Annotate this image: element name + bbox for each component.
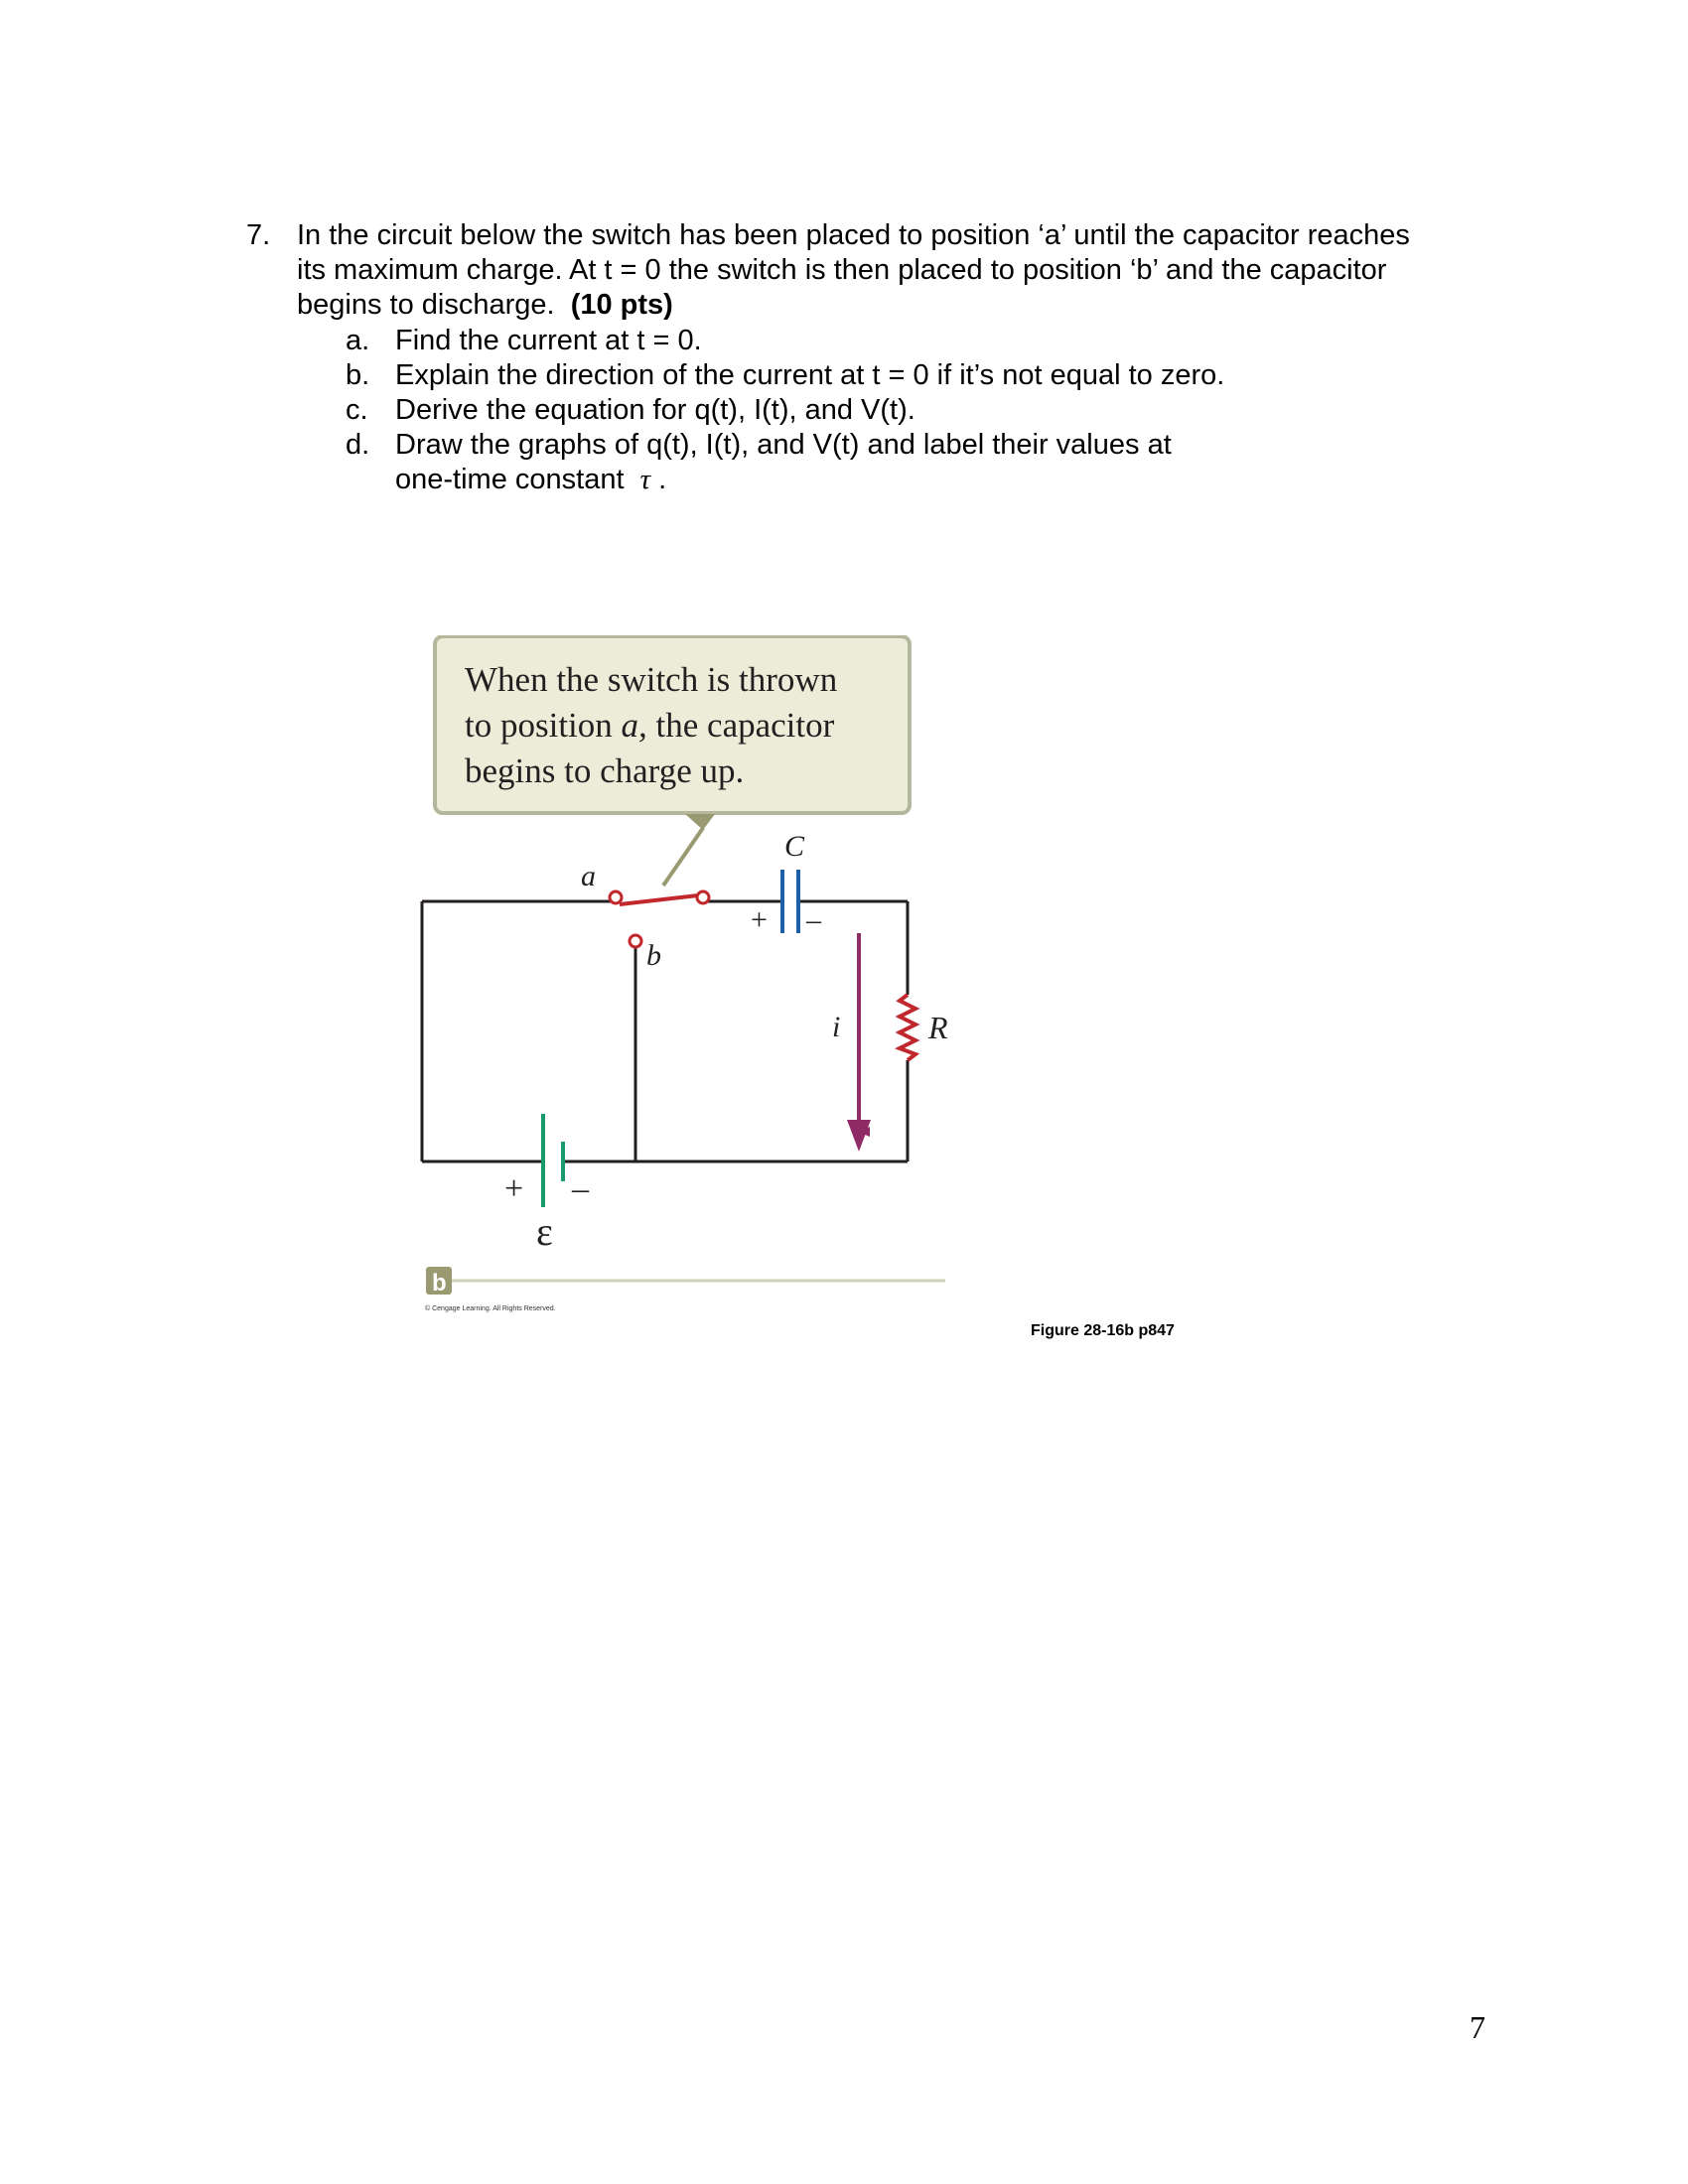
points-label: (10 pts) xyxy=(570,289,673,321)
question-line-3 xyxy=(297,288,1488,323)
battery-plus: + xyxy=(504,1170,524,1207)
tau-symbol: τ xyxy=(639,464,651,495)
sub-question-a xyxy=(346,324,1438,358)
battery-minus: – xyxy=(572,1170,589,1207)
sub-question-d-continued xyxy=(346,463,1438,497)
sub-question-list xyxy=(346,324,1438,497)
tau-suffix: . xyxy=(650,464,667,495)
terminal-pivot xyxy=(697,891,709,903)
callout-line-2-pre: to position xyxy=(465,706,622,745)
capacitor-minus: – xyxy=(806,903,821,936)
label-R: R xyxy=(928,1010,948,1045)
label-C: C xyxy=(784,830,805,863)
copyright: © Cengage Learning. All Rights Reserved. xyxy=(425,1305,556,1312)
time-constant-text: one-time constant xyxy=(395,464,625,495)
battery xyxy=(543,1114,563,1207)
callout-line-2 xyxy=(465,703,902,749)
terminal-b xyxy=(630,935,641,947)
callout-line-1: When the switch is thrown xyxy=(465,660,838,699)
callout-line-2-var: a, xyxy=(621,706,647,745)
terminal-a xyxy=(610,891,622,903)
callout-line-3: begins to charge up. xyxy=(465,751,745,790)
question-line-2: its maximum charge. At t = 0 the switch is then placed to position ‘b’ and the capacitor xyxy=(297,254,1387,286)
callout-line-2-post: the capacitor xyxy=(646,706,835,745)
sub-text: Find the current at t = 0. xyxy=(395,325,702,356)
sub-text: Explain the direction of the current at t = 0 if it’s not equal to zero. xyxy=(395,359,1225,391)
question-line-1: In the circuit below the switch has been placed to position ‘a’ until the capacitor reaches xyxy=(297,219,1410,251)
sub-text: Draw the graphs of q(t), I(t), and V(t) and label their values at xyxy=(395,429,1172,461)
callout-pointer-tip xyxy=(685,814,715,830)
figure-caption: Figure 28-16b p847 xyxy=(1031,1322,1175,1339)
question-number: 7. xyxy=(246,219,271,251)
callout-pointer-line xyxy=(663,828,703,886)
circuit-figure xyxy=(417,635,973,1350)
capacitor xyxy=(782,870,798,933)
emf-symbol: ε xyxy=(536,1209,553,1254)
panel-badge: b xyxy=(432,1270,447,1297)
callout-text xyxy=(465,657,902,794)
page-number: 7 xyxy=(1470,2009,1485,2045)
label-i: i xyxy=(832,1011,841,1043)
sub-letter: b. xyxy=(346,359,370,391)
question-line-3-text: begins to discharge. xyxy=(297,289,555,321)
sub-letter: d. xyxy=(346,429,370,461)
sub-question-c xyxy=(346,393,1438,428)
sub-letter: c. xyxy=(346,394,368,426)
sub-question-b xyxy=(346,358,1438,393)
sub-question-d xyxy=(346,428,1438,463)
label-b: b xyxy=(646,939,661,972)
label-a: a xyxy=(581,860,596,892)
current-arrowhead xyxy=(847,1120,871,1152)
sub-letter: a. xyxy=(346,325,370,356)
sub-text: Derive the equation for q(t), I(t), and V(t). xyxy=(395,394,915,426)
resistor xyxy=(900,995,915,1060)
capacitor-plus: + xyxy=(751,903,768,936)
question-text xyxy=(297,218,1488,323)
